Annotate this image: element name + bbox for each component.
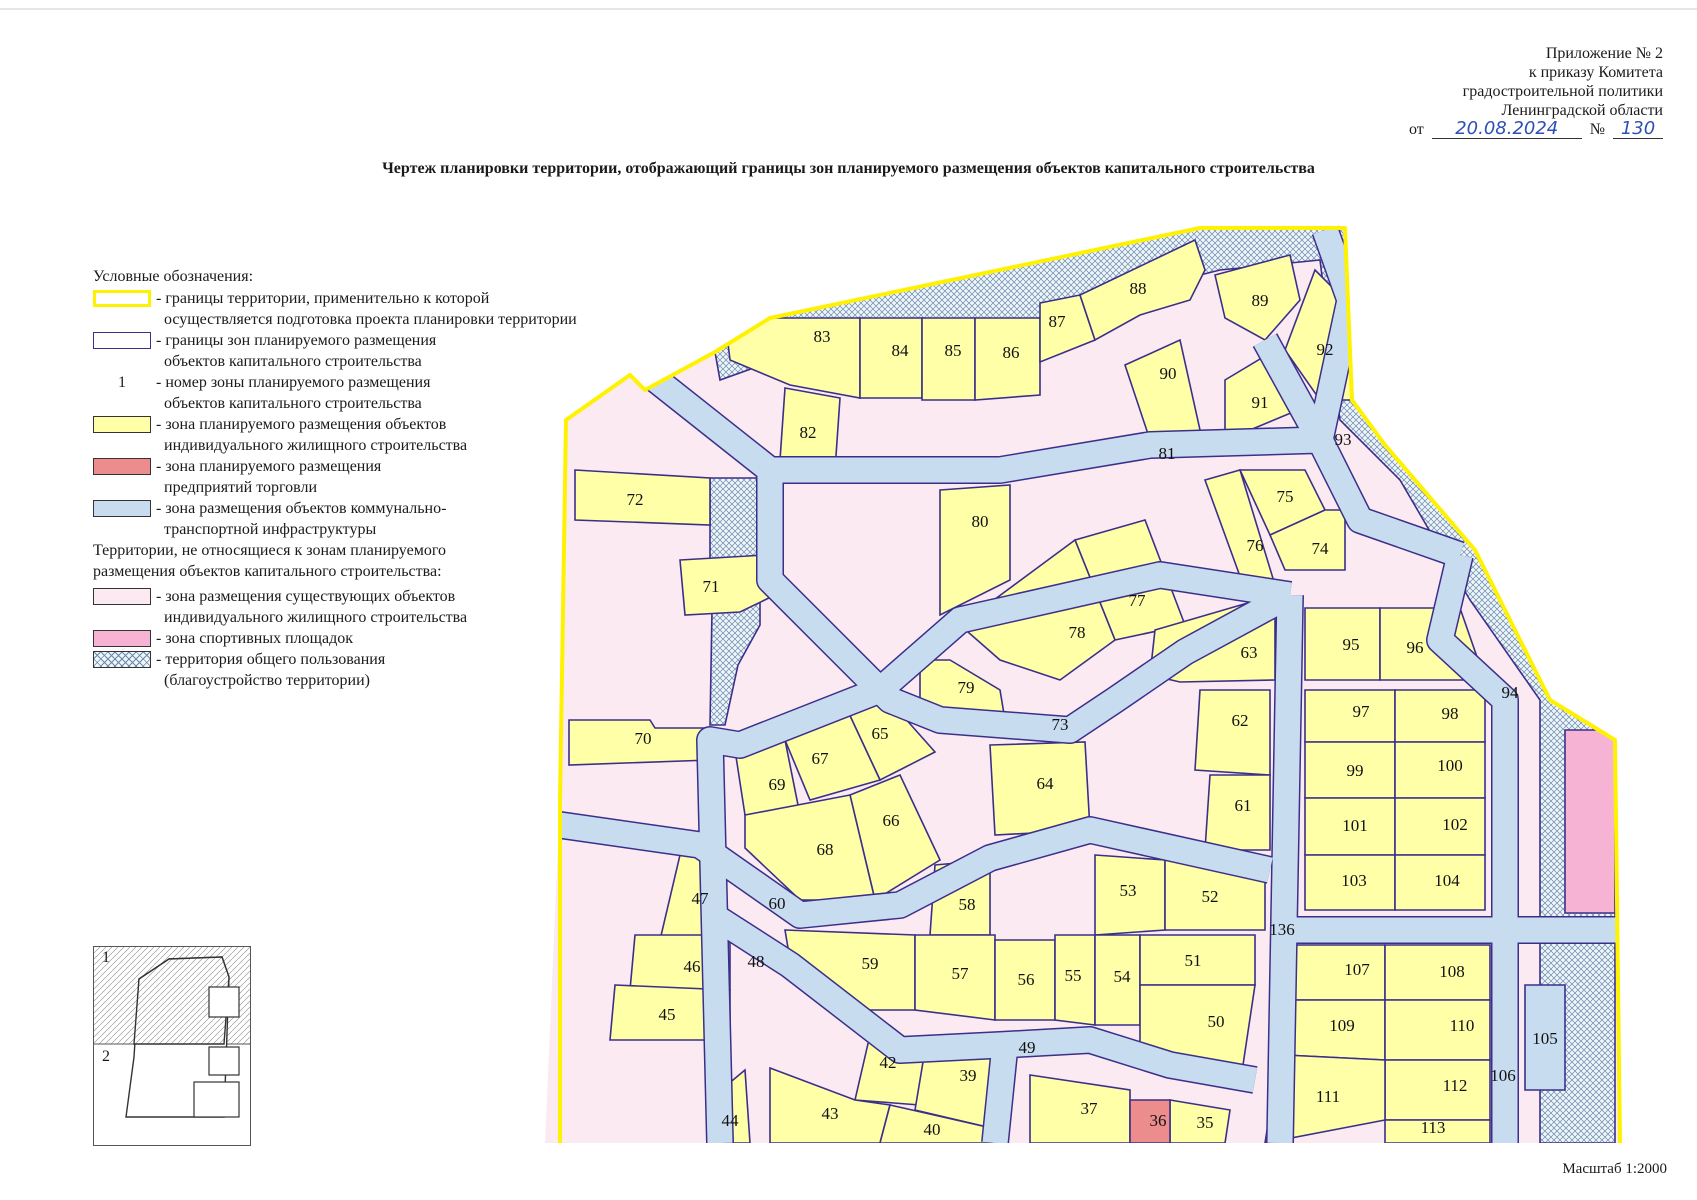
zone-number: 73 (1051, 714, 1069, 734)
zone-number: 47 (691, 888, 709, 908)
zone-number: 83 (813, 326, 831, 346)
zone-number: 58 (958, 894, 976, 914)
zone-number: 57 (951, 963, 969, 983)
zone-number: 84 (891, 340, 909, 360)
key-sheet-1-label: 1 (102, 949, 110, 966)
zone-number: 85 (944, 340, 962, 360)
zone-number: 52 (1201, 886, 1219, 906)
zone-number: 92 (1316, 339, 1334, 359)
zone-number: 48 (747, 951, 765, 971)
zone-number: 64 (1036, 773, 1054, 793)
zone-number: 67 (811, 748, 829, 768)
zone-number: 110 (1449, 1015, 1475, 1035)
zone-number: 111 (1315, 1086, 1341, 1106)
zone-number: 63 (1240, 642, 1258, 662)
legend-text: (благоустройство территории) (164, 672, 370, 689)
zone-number: 71 (702, 576, 720, 596)
legend-text: транспортной инфраструктуры (164, 521, 377, 538)
date-prefix: от (1408, 121, 1424, 138)
zone-number: 102 (1442, 814, 1468, 834)
zone-number: 95 (1342, 634, 1360, 654)
road-136 (1280, 595, 1290, 1143)
zone-number: 112 (1442, 1075, 1468, 1095)
zone-number: 105 (1532, 1028, 1558, 1048)
legend-swatch-number: 1 (118, 374, 126, 391)
plot-98 (1395, 690, 1485, 742)
zone-number: 94 (1501, 682, 1519, 702)
legend-subheading: Территории, не относящиеся к зонам планируемого (93, 542, 446, 559)
zone-number: 97 (1352, 701, 1370, 721)
zone-number: 55 (1064, 965, 1082, 985)
legend-text: индивидуального жилищного строительства (164, 437, 468, 454)
zone-number: 70 (634, 728, 652, 748)
legend-text: - территория общего пользования (156, 651, 386, 668)
legend-text: - зона планируемого размещения объектов (156, 416, 447, 433)
zone-number: 100 (1437, 755, 1463, 775)
zone-number: 103 (1341, 870, 1367, 890)
zone-number: 98 (1441, 703, 1459, 723)
zone-number: 89 (1251, 290, 1269, 310)
plot-107 (1295, 945, 1385, 1000)
zone-number: 87 (1048, 311, 1066, 331)
zone-number: 53 (1119, 880, 1137, 900)
header-line-3: градостроительной политики (1462, 83, 1663, 100)
zone-number: 62 (1231, 710, 1249, 730)
zone-number: 37 (1080, 1098, 1098, 1118)
legend-text: - зона планируемого размещения (156, 458, 382, 475)
legend-text: - границы зон планируемого размещения (156, 332, 437, 349)
zone-number: 39 (959, 1065, 977, 1085)
zone-number: 106 (1490, 1065, 1516, 1085)
zone-number: 68 (816, 839, 834, 859)
key-map (93, 946, 251, 1146)
zone-number: 51 (1184, 950, 1202, 970)
zone-number: 108 (1439, 961, 1465, 981)
zone-number: 86 (1002, 342, 1020, 362)
zone-number: 60 (768, 893, 786, 913)
header-line-4: Ленинградской области (1501, 102, 1663, 119)
zone-number: 66 (882, 810, 900, 830)
zone-number: 90 (1159, 363, 1177, 383)
zone-number: 88 (1129, 278, 1147, 298)
zone-number: 65 (871, 723, 889, 743)
plot-108 (1385, 945, 1490, 1000)
handwritten-number: 130 (1613, 120, 1663, 139)
zone-number: 56 (1017, 969, 1035, 989)
zone-number: 74 (1311, 538, 1329, 558)
zone-number: 54 (1113, 966, 1131, 986)
zone-number: 136 (1269, 919, 1295, 939)
legend-heading: Условные обозначения: (93, 268, 254, 285)
legend-text: объектов капитального строительства (164, 395, 422, 412)
zone-number: 42 (879, 1052, 897, 1072)
zone-number: 79 (957, 677, 975, 697)
zone-number: 101 (1342, 815, 1368, 835)
legend-text: - зона спортивных площадок (156, 630, 353, 647)
number-prefix: № (1589, 121, 1605, 138)
key-map-drawing (94, 947, 250, 1145)
legend-text: объектов капитального строительства (164, 353, 422, 370)
zone-number: 36 (1149, 1110, 1167, 1130)
zone-number: 109 (1329, 1015, 1355, 1035)
plot-112 (1385, 1060, 1490, 1120)
zone-number: 104 (1434, 870, 1460, 890)
zone-number: 49 (1018, 1037, 1036, 1057)
header-line-1: Приложение № 2 (1545, 45, 1663, 62)
legend-text: индивидуального жилищного строительства (164, 609, 468, 626)
legend-text: - зона размещения объектов коммунально- (156, 500, 447, 517)
legend-text: предприятий торговли (164, 479, 318, 496)
plot-102 (1395, 798, 1485, 855)
zone-number: 93 (1334, 429, 1352, 449)
zone-number: 72 (626, 489, 644, 509)
drawing-title: Чертеж планировки территории, отображающий границы зон планируемого размещения объектов капитального строительства (382, 160, 1315, 177)
zone-number: 50 (1207, 1011, 1225, 1031)
plot-62 (1195, 690, 1270, 775)
road-49-south (995, 1045, 1005, 1143)
zone-number: 78 (1068, 622, 1086, 642)
legend-text: осуществляется подготовка проекта планировки территории (164, 311, 577, 328)
zone-number: 43 (821, 1103, 839, 1123)
header-line-2: к приказу Комитета (1528, 64, 1663, 81)
zone-number: 96 (1406, 637, 1424, 657)
plot-97 (1305, 690, 1395, 742)
zone-number: 69 (768, 774, 786, 794)
zone-number: 44 (721, 1110, 739, 1130)
zone-number: 35 (1196, 1112, 1214, 1132)
zone-number: 113 (1420, 1117, 1446, 1137)
zone-number: 80 (971, 511, 989, 531)
zone-number: 46 (683, 956, 701, 976)
legend-subheading: размещения объектов капитального строительства: (93, 563, 442, 580)
zone-number: 99 (1346, 760, 1364, 780)
public-area-72 (710, 478, 760, 560)
zone-number: 61 (1234, 795, 1252, 815)
zone-number: 40 (923, 1119, 941, 1139)
zone-number: 91 (1251, 392, 1269, 412)
zone-number: 77 (1128, 590, 1146, 610)
zone-number: 59 (861, 953, 879, 973)
scale-label: Масштаб 1:2000 (1562, 1161, 1667, 1177)
handwritten-date: 20.08.2024 (1432, 120, 1582, 139)
sport-ground (1565, 730, 1615, 913)
zone-number: 76 (1246, 535, 1264, 555)
zone-number: 45 (658, 1004, 676, 1024)
zone-number: 75 (1276, 486, 1294, 506)
key-sheet-2-label: 2 (102, 1048, 110, 1065)
legend-text: - зона размещения существующих объектов (156, 588, 456, 605)
zone-number: 107 (1344, 959, 1370, 979)
legend-text: - номер зоны планируемого размещения (156, 374, 431, 391)
legend-text: - границы территории, применительно к которой (156, 290, 490, 307)
zone-number: 82 (799, 422, 817, 442)
zone-number: 81 (1158, 443, 1176, 463)
